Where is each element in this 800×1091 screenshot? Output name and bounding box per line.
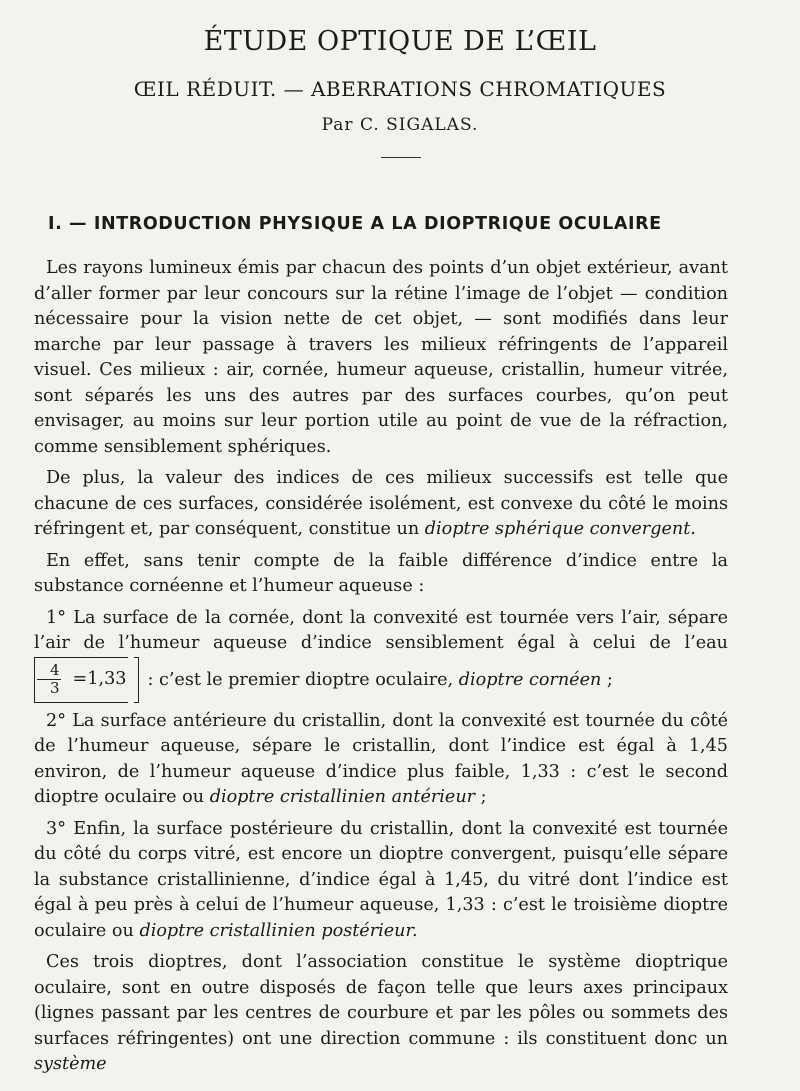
article-title: ÉTUDE OPTIQUE DE L’ŒIL [203, 26, 597, 57]
paragraph-6-emphasis: dioptre cristallinien postérieur. [139, 920, 418, 941]
section-heading: I. — INTRODUCTION PHYSIQUE A LA DIOPTRIQUE OCULAIRE [48, 214, 662, 234]
paragraph-5-emphasis: dioptre cristallinien antérieur [209, 787, 476, 807]
paragraph-5-end: ; [475, 787, 487, 807]
fraction-denominator: 3 [50, 679, 60, 697]
paragraph-6 [34, 817, 728, 945]
article-body [34, 256, 728, 1078]
document-page [0, 26, 800, 1091]
paragraph-2-text: De plus, la valeur des indices de ces milieux successifs est telle que chacune de ces surfaces, considérée isolément, est convexe du côté le moins réfringent et, par conséquent, constitue un [34, 468, 728, 539]
paragraph-2-emphasis: dioptre sphérique convergent. [424, 519, 696, 539]
title-divider [381, 157, 421, 158]
paragraph-4 [34, 606, 728, 703]
paragraph-2 [34, 466, 728, 543]
paragraph-5-text: 2° La surface antérieure du cristallin, dont la convexité est tournée du côté de l’humeur aqueuse, sépare le cristallin, dont l’indice est égal à 1,45 environ, de l’humeur aqueuse d’indice plus faible, 1,33 : c’est le second dioptre oculaire ou [34, 710, 728, 807]
paragraph-7 [34, 950, 728, 1078]
paragraph-4-text-b: : c’est le premier dioptre oculaire, [147, 669, 454, 690]
article-author: Par C. SIGALAS. [321, 115, 479, 135]
paragraph-7-text: Ces trois dioptres, dont l’association constitue le système dioptrique oculaire, sont en outre disposés de façon telle que leurs axes principaux (lignes passant par les centres de courbure et par les pôles ou sommets des surfaces réfringentes) ont une direction commune : ils constituent donc un [34, 952, 728, 1049]
paragraph-1: Les rayons lumineux émis par chacun des points d’un objet extérieur, avant d’aller former par leur concours sur la rétine l’image de l’objet — condition nécessaire pour la vision nette de cet objet, — sont modifiés dans leur marche par leur passage à travers les milieux réfringents de l’appareil visuel. Ces milieux : air, cornée, humeur aqueuse, cristallin, humeur vitrée, sont séparés les uns des autres par des surfaces courbes, qu’on peut envisager, au moins sur leur portion utile au point de vue de la réfraction, comme sensiblement sphériques. [34, 258, 728, 457]
fraction-numerator: 4 [37, 662, 61, 680]
paragraph-4-end: ; [601, 669, 613, 690]
paragraph-3: En effet, sans tenir compte de la faible différence d’indice entre la substance cornéenne et l’humeur aqueuse : [34, 550, 728, 596]
fraction-value: =1,33 [72, 668, 127, 689]
fraction-bracket [34, 657, 128, 703]
article-subtitle: ŒIL RÉDUIT. — ABERRATIONS CHROMATIQUES [133, 77, 667, 101]
closing-bracket [134, 657, 139, 703]
paragraph-5 [34, 709, 728, 811]
paragraph-6-text: 3° Enfin, la surface postérieure du cristallin, dont la convexité est tournée du côté du corps vitré, est encore un dioptre convergent, puisqu’elle sépare la substance cristallinienne, d’indice égal à 1,45, du vitré dont l’indice est égal à peu près à celui de l’humeur aqueuse, 1,33 : c’est le troisième dioptre oculaire ou [34, 818, 728, 941]
paragraph-4-emphasis: dioptre cornéen [458, 669, 602, 690]
paragraph-7-emphasis: système [34, 1054, 107, 1074]
paragraph-4-text: 1° La surface de la cornée, dont la convexité est tournée vers l’air, sépare l’air de l’humeur aqueuse d’indice sensiblement égal à celui de l’eau [34, 607, 728, 653]
